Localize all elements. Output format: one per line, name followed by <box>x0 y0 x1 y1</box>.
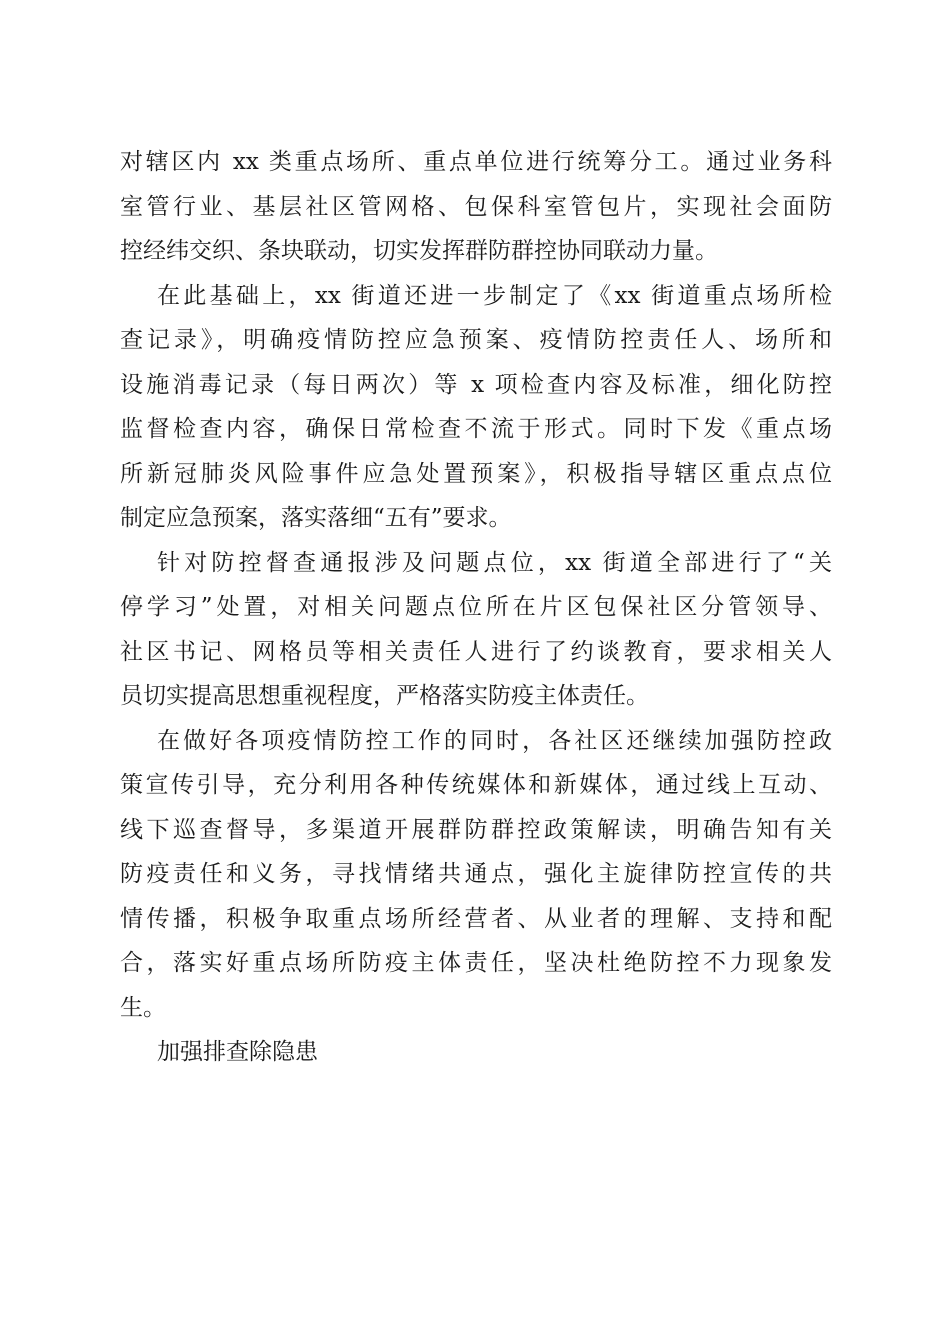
paragraph-line: 线下巡查督导，多渠道开展群防群控政策解读，明确告知有关 <box>120 816 832 843</box>
paragraph-line: 在做好各项疫情防控工作的同时，各社区还继续加强防控政 <box>157 727 832 754</box>
paragraph-line: 监督检查内容，确保日常检查不流于形式。同时下发《重点场 <box>120 416 832 442</box>
document-body <box>120 140 832 1075</box>
paragraph-line: 生。 <box>120 994 166 1021</box>
paragraph-line: 室管行业、基层社区管网格、包保科室管包片，实现社会面防 <box>120 193 832 220</box>
paragraph-line: 防疫责任和义务，寻找情绪共通点，强化主旋律防控宣传的共 <box>120 861 832 887</box>
paragraph-line: 查记录》，明确疫情防控应急预案、疫情防控责任人、场所和 <box>120 327 832 353</box>
paragraph-line: 控经纬交织、条块联动，切实发挥群防群控协同联动力量。 <box>120 238 718 264</box>
paragraph-line: 策宣传引导，充分利用各种传统媒体和新媒体，通过线上互动、 <box>120 772 832 798</box>
section-heading <box>120 1030 832 1075</box>
paragraph-line: 情传播，积极争取重点场所经营者、从业者的理解、支持和配 <box>120 905 832 932</box>
paragraph-line: 合，落实好重点场所防疫主体责任，坚决杜绝防控不力现象发 <box>120 950 832 976</box>
paragraph-line: 制定应急预案，落实落细“五有”要求。 <box>120 505 512 531</box>
paragraph-3 <box>120 541 832 719</box>
paragraph-line: 在此基础上，xx 街道还进一步制定了《xx 街道重点场所检 <box>157 282 832 309</box>
paragraph-line: 对辖区内 xx 类重点场所、重点单位进行统筹分工。通过业务科 <box>120 149 832 175</box>
paragraph-line: 所新冠肺炎风险事件应急处置预案》，积极指导辖区重点点位 <box>120 460 832 487</box>
heading-text: 加强排查除隐患 <box>157 1039 318 1065</box>
paragraph-line: 员切实提高思想重视程度，严格落实防疫主体责任。 <box>120 683 649 709</box>
paragraph-4 <box>120 719 832 1031</box>
paragraph-line: 停学习”处置，对相关问题点位所在片区包保社区分管领导、 <box>120 594 832 620</box>
paragraph-1 <box>120 140 832 274</box>
paragraph-line: 社区书记、网格员等相关责任人进行了约谈教育，要求相关人 <box>120 638 832 665</box>
paragraph-2 <box>120 274 832 541</box>
paragraph-line: 设施消毒记录（每日两次）等 x 项检查内容及标准，细化防控 <box>120 371 832 398</box>
paragraph-line: 针对防控督查通报涉及问题点位，xx 街道全部进行了“关 <box>157 549 832 576</box>
